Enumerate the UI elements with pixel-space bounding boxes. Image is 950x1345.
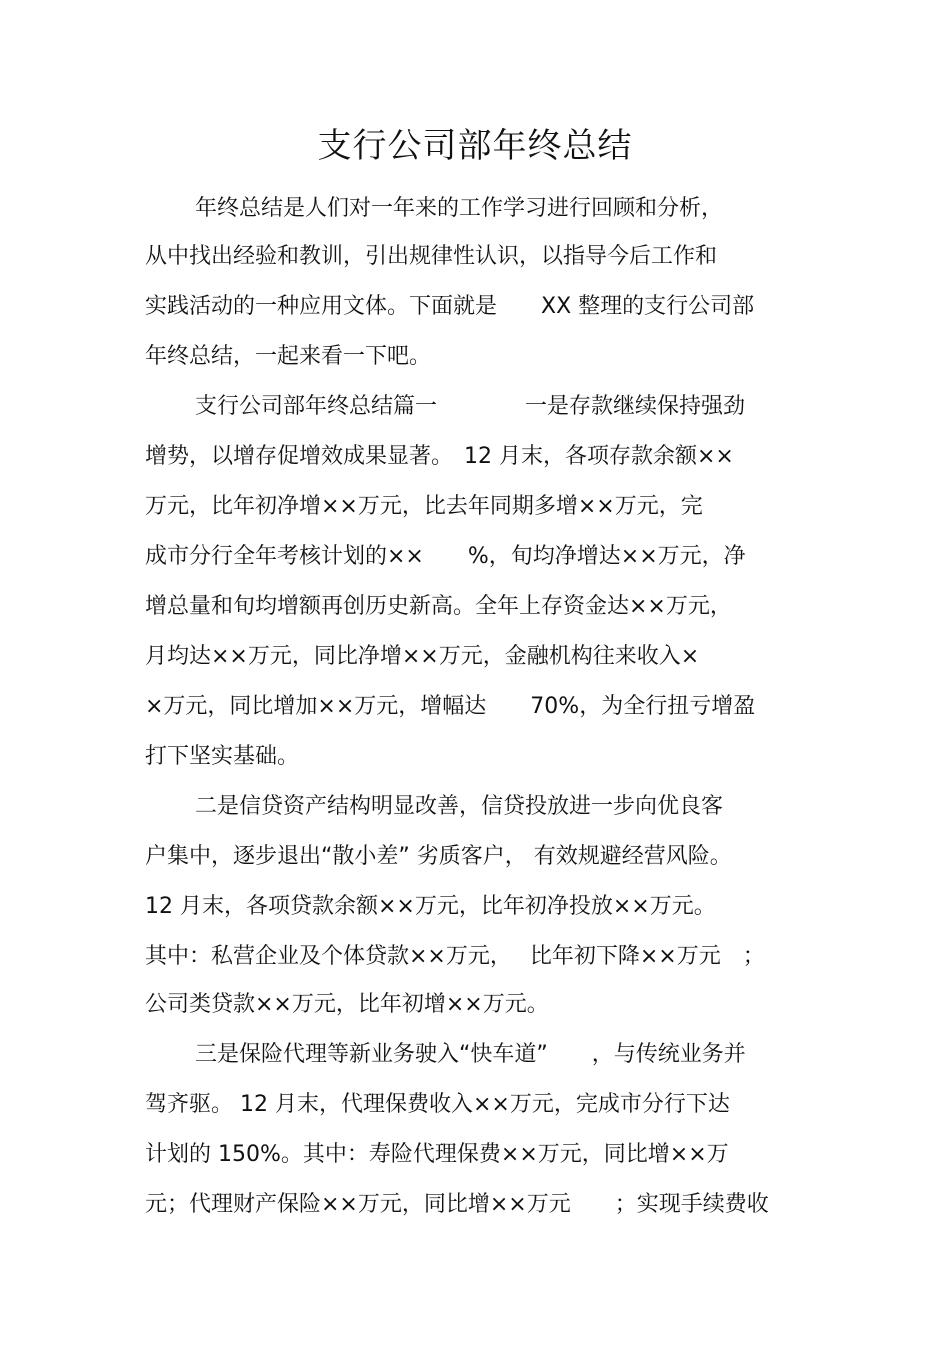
paragraph-line: 增总量和旬均增额再创历史新高。全年上存资金达××万元， xyxy=(145,594,732,619)
paragraph-line: 12 月末，各项贷款余额××万元，比年初净投放××万元。 xyxy=(145,894,716,919)
paragraph-line: 月均达××万元，同比净增××万元，金融机构往来收入× xyxy=(145,644,700,669)
paragraph-line: 二是信贷资产结构明显改善，信贷投放进一步向优良客 xyxy=(195,794,724,819)
paragraph-line: 户集中，逐步退出“散小差” 劣质客户， 有效规避经营风险。 xyxy=(145,844,732,869)
paragraph-line: 驾齐驱。 12 月末，代理保费收入××万元，完成市分行下达 xyxy=(145,1092,730,1117)
paragraph-line: 支行公司部年终总结篇一 一是存款继续保持强劲 xyxy=(195,394,746,419)
paragraph-line: 公司类贷款××万元，比年初增××万元。 xyxy=(145,992,549,1017)
paragraph-line: 从中找出经验和教训，引出规律性认识，以指导今后工作和 xyxy=(145,244,718,269)
document-title: 支行公司部年终总结 xyxy=(317,126,633,166)
paragraph-line: 年终总结，一起来看一下吧。 xyxy=(145,344,432,369)
paragraph-line: 元；代理财产保险××万元，同比增××万元 ；实现手续费收 xyxy=(145,1192,769,1217)
paragraph-line: 实践活动的一种应用文体。下面就是 XX 整理的支行公司部 xyxy=(145,294,755,319)
paragraph-line: 增势，以增存促增效成果显著。 12 月末，各项存款余额×× xyxy=(145,444,734,469)
paragraph-line: 万元，比年初净增××万元，比去年同期多增××万元，完 xyxy=(145,494,703,519)
paragraph-line: 计划的 150%。其中：寿险代理保费××万元，同比增××万 xyxy=(145,1142,729,1167)
paragraph-line: 成市分行全年考核计划的×× %，旬均净增达××万元，净 xyxy=(145,544,746,569)
paragraph-line: 其中：私营企业及个体贷款××万元， 比年初下降××万元 ； xyxy=(145,944,765,969)
paragraph-line: 年终总结是人们对一年来的工作学习进行回顾和分析， xyxy=(195,196,724,221)
paragraph-line: 打下坚实基础。 xyxy=(145,744,300,769)
paragraph-line: 三是保险代理等新业务驶入“快车道” ，与传统业务并 xyxy=(195,1042,746,1067)
paragraph-line: ×万元，同比增加××万元，增幅达 70%，为全行扭亏增盈 xyxy=(145,694,756,719)
